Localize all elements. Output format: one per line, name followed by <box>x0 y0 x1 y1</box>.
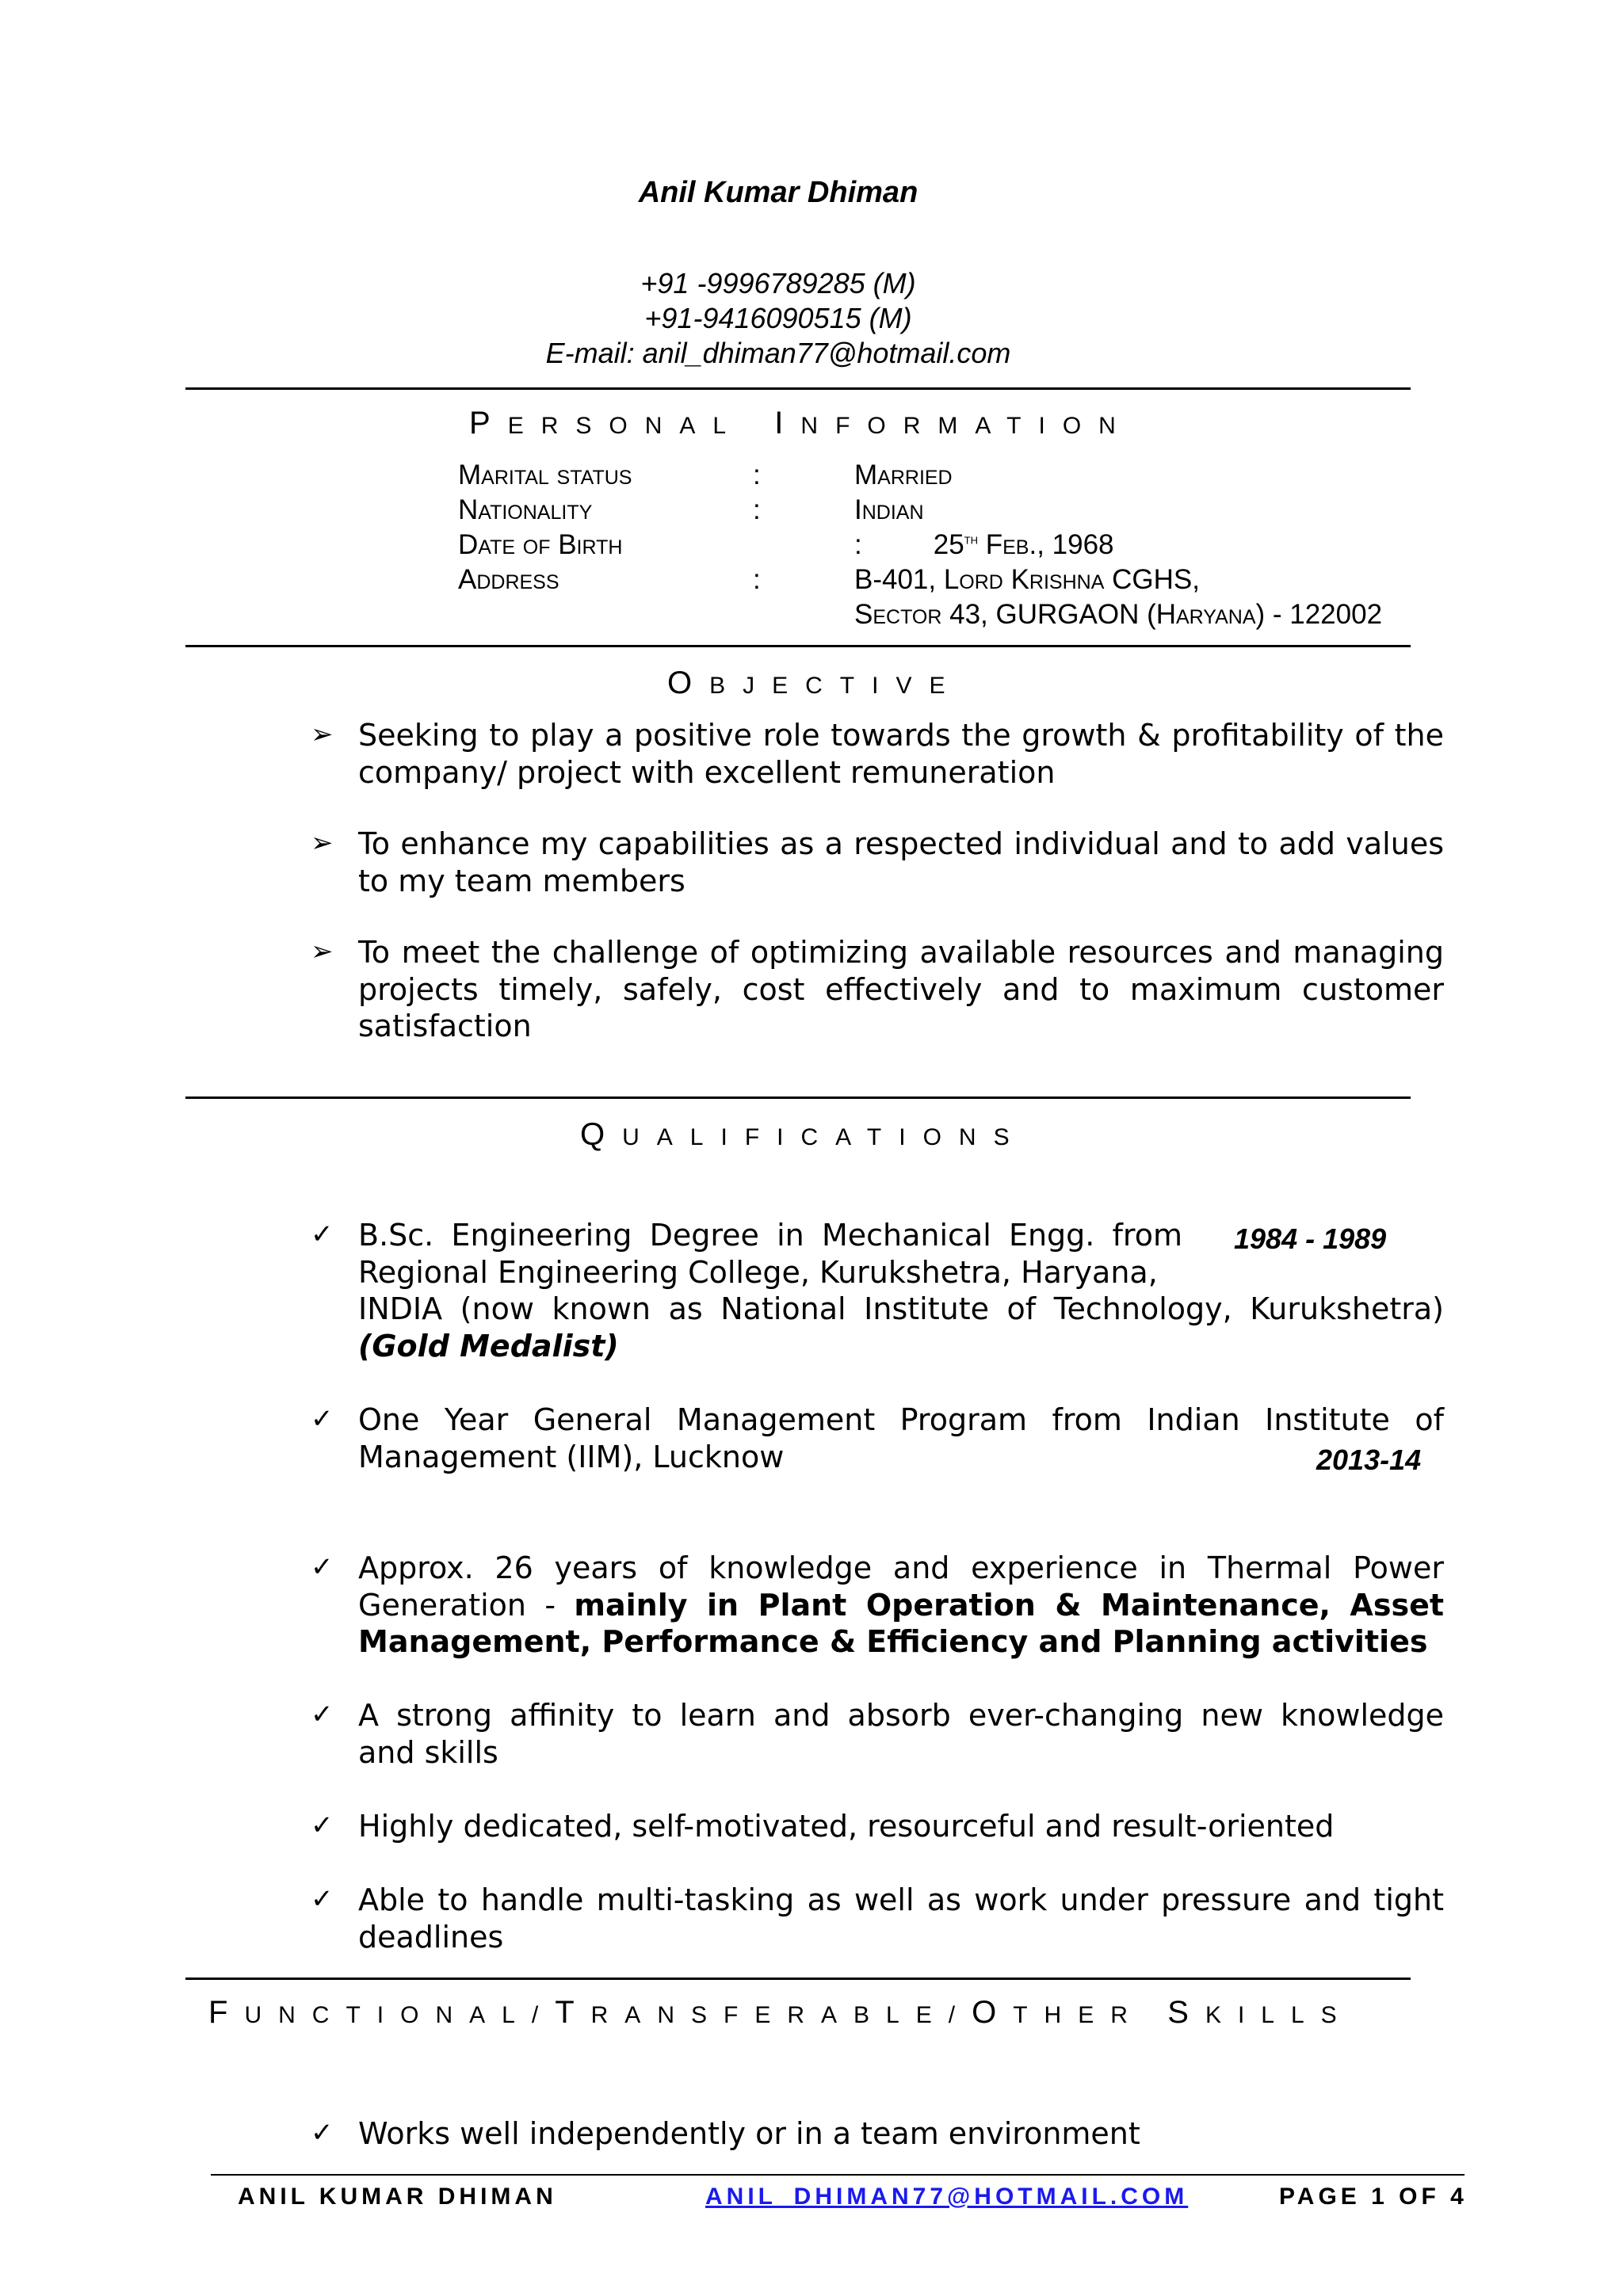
divider <box>185 1097 1411 1099</box>
footer-page-number: PAGE 1 OF 4 <box>1279 2183 1468 2210</box>
check-bullet-icon: ✓ <box>311 1811 334 1840</box>
qualification-item: One Year General Management Program from Indian Institute of Management (IIM), Lucknow <box>358 1402 1444 1474</box>
footer-email-link[interactable]: ANIL_DHIMAN77@HOTMAIL.COM <box>705 2183 1189 2210</box>
section-title-qualifications: QUALIFICATIONS <box>580 1117 1027 1152</box>
marital-status-label: Marital status <box>458 460 632 490</box>
check-bullet-icon: ✓ <box>311 1553 334 1582</box>
check-bullet-icon: ✓ <box>311 1700 334 1730</box>
qualification-year: 1984 - 1989 <box>1234 1222 1387 1255</box>
section-title-objective: OBJECTIVE <box>667 666 963 700</box>
field-colon: : <box>753 494 761 525</box>
qualification-item: Able to handle multi-tasking as well as work under pressure and tight deadlines <box>358 1882 1444 1955</box>
address-label: Address <box>458 564 559 595</box>
check-bullet-icon: ✓ <box>311 1885 334 1914</box>
field-colon: : <box>753 564 761 595</box>
arrow-bullet-icon: ➢ <box>311 937 334 967</box>
phone-primary: +91 -9996789285 (M) <box>640 267 916 299</box>
qualification-year: 2013-14 <box>1316 1444 1422 1476</box>
qualification-item: Highly dedicated, self-motivated, resourceful and result-oriented <box>358 1809 1335 1844</box>
dob-value: : 25th Feb., 1968 <box>854 529 1114 560</box>
objective-item: To enhance my capabilities as a respected individual and to add values to my team members <box>358 826 1444 898</box>
arrow-bullet-icon: ➢ <box>311 720 334 749</box>
check-bullet-icon: ✓ <box>311 1220 334 1249</box>
divider <box>185 1978 1411 1980</box>
check-bullet-icon: ✓ <box>311 2119 334 2148</box>
section-title-personal-information: PERSONAL INFORMATION <box>469 406 1133 441</box>
field-colon: : <box>753 460 761 490</box>
divider <box>185 645 1411 647</box>
objective-item: Seeking to play a positive role towards the growth & profitability of the company/ project with excellent remuneration <box>358 718 1444 790</box>
nationality-label: Nationality <box>458 494 593 525</box>
nationality-value: Indian <box>854 494 924 525</box>
footer-divider <box>211 2174 1465 2176</box>
divider <box>185 387 1411 390</box>
section-title-skills: FUNCTIONAL/TRANSFERABLE/OTHER SKILLS <box>208 1995 1354 2030</box>
marital-status-value: Married <box>854 460 953 490</box>
candidate-name: Anil Kumar Dhiman <box>638 176 918 209</box>
footer-name: ANIL KUMAR DHIMAN <box>238 2183 557 2210</box>
arrow-bullet-icon: ➢ <box>311 829 334 858</box>
qualification-item: A strong affinity to learn and absorb ever-changing new knowledge and skills <box>358 1698 1444 1770</box>
skill-item: Works well independently or in a team environment <box>358 2116 1140 2151</box>
qualification-item: B.Sc. Engineering Degree in Mechanical Engg. from Regional Engineering College, Kurukshetra, Haryana, INDIA (now known as National Institute of Technology, Kurukshetra) (Gold Medalist) <box>358 1218 1444 1363</box>
phone-secondary: +91-9416090515 (M) <box>644 302 912 334</box>
check-bullet-icon: ✓ <box>311 1405 334 1434</box>
email-line: E-mail: anil_dhiman77@hotmail.com <box>545 337 1011 369</box>
qualification-item: Approx. 26 years of knowledge and experience in Thermal Power Generation - mainly in Plant Operation & Maintenance, Asset Management, Performance & Efficiency and Planning activities <box>358 1550 1445 1659</box>
address-value-line1: B-401, Lord Krishna CGHS, <box>854 564 1200 595</box>
address-value-line2: Sector 43, GURGAON (Haryana) - 122002 <box>854 599 1383 630</box>
dob-label: Date of Birth <box>458 529 623 560</box>
objective-item: To meet the challenge of optimizing available resources and managing projects timely, safely, cost effectively and to maximum customer satisfaction <box>358 935 1444 1043</box>
